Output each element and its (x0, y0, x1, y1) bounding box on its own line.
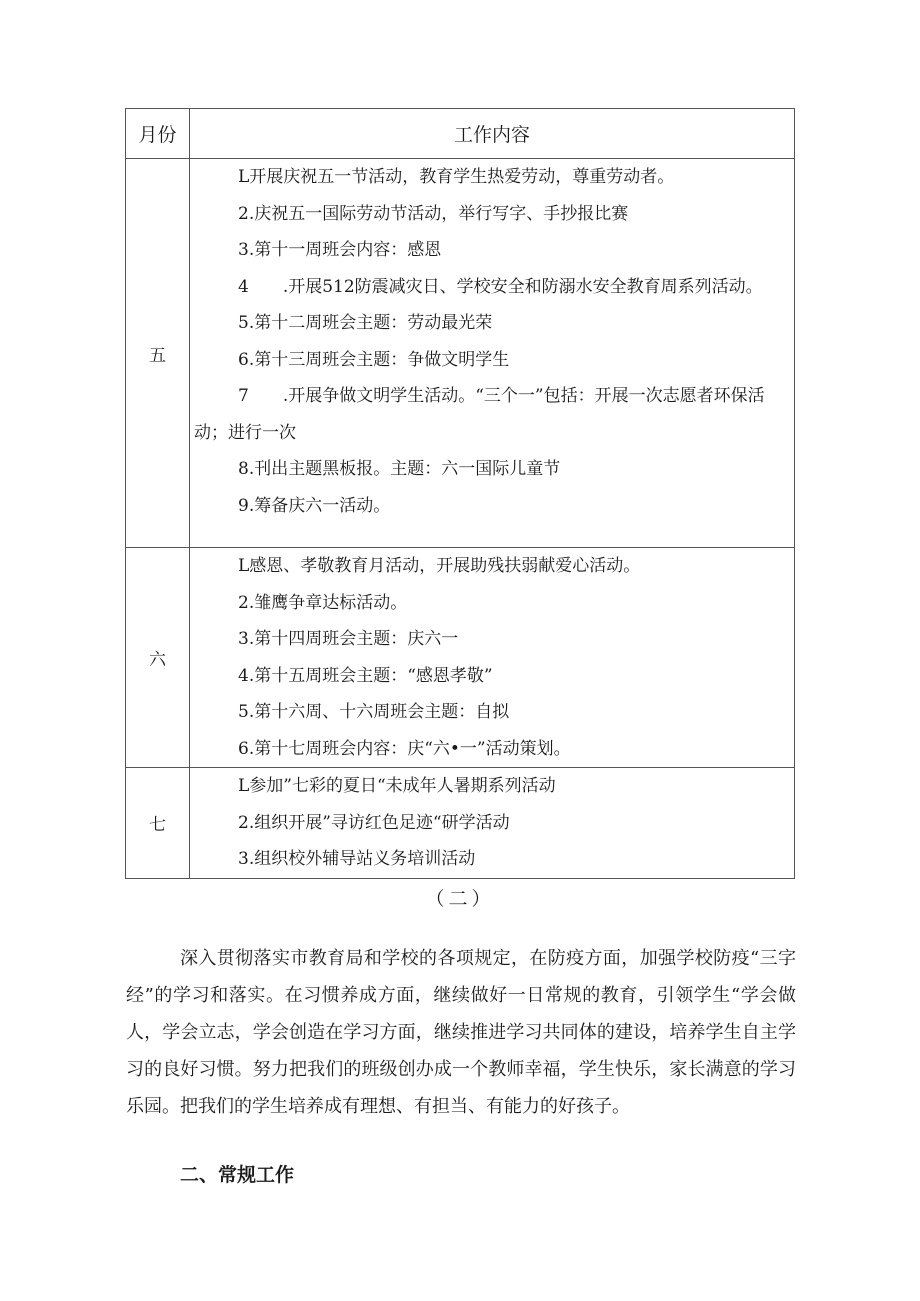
table-row (126, 768, 795, 879)
list-item: L参加”七彩的夏日“未成年人暑期系列活动 (238, 776, 556, 796)
section-label: （二） (425, 888, 495, 910)
section-heading: 二、常规工作 (180, 1164, 295, 1186)
list-item: 5.第十二周班会主题：劳动最光荣 (238, 313, 493, 333)
header-month: 月份 (126, 109, 190, 159)
list-item: 5.第十六周、十六周班会主题：自拟 (238, 702, 510, 722)
list-item: 2.组织开展”寻访红色足迹“研学活动 (238, 812, 510, 833)
list-item: 4.第十五周班会主题：“感恩孝敬” (238, 665, 493, 686)
body-paragraph: 深入贯彻落实市教育局和学校的各项规定，在防疫方面，加强学校防疫“三字经”的学习和落实。在习惯养成方面，继续做好一日常规的教育，引领学生“学会做人，学会立志，学会创造在学习方面，继续推进学习共同体的建设，培养学生自主学习的良好习惯。努力把我们的班级创办成一个教师幸福，学生快乐，家长满意的学习乐园。把我们的学生培养成有理想、有担当、有能力的好孩子。 (126, 948, 796, 1117)
table-row (126, 159, 795, 548)
list-item: 3.第十一周班会内容：感恩 (238, 240, 442, 260)
list-item: L感恩、孝敬教育月活动，开展助残扶弱献爱心活动。 (238, 556, 641, 576)
work-plan-table (125, 108, 795, 879)
list-item: 7 .开展争做文明学生活动。“三个一”包括：开展一次志愿者环保活动；进行一次 (194, 386, 765, 443)
list-item: 9.筹备庆六一活动。 (238, 495, 391, 516)
list-item: 4 .开展512防震减灾日、学校安全和防溺水安全教育周系列活动。 (238, 276, 763, 297)
list-item: 2.庆祝五一国际劳动节活动，举行写字、手抄报比赛 (238, 203, 629, 224)
table-row (126, 548, 795, 768)
list-item: 2.雏鹰争章达标活动。 (238, 592, 408, 613)
month-cell: 六 (126, 548, 190, 768)
table-header-row (126, 109, 795, 159)
list-item: 3.第十四周班会主题：庆六一 (238, 629, 459, 649)
list-item: 3.组织校外辅导站义务培训活动 (238, 849, 476, 869)
content-cell (190, 768, 795, 879)
list-item: 8.刊出主题黑板报。主题：六一国际儿童节 (238, 459, 561, 479)
month-cell: 五 (126, 159, 190, 548)
content-cell (190, 548, 795, 768)
list-item: 6.第十三周班会主题：争做文明学生 (238, 349, 510, 370)
list-item: 6.第十七周班会内容：庆“六•一”活动策划。 (238, 738, 571, 759)
month-cell: 七 (126, 768, 190, 879)
content-cell (190, 159, 795, 548)
header-content: 工作内容 (190, 109, 795, 159)
list-item: L开展庆祝五一节活动，教育学生热爱劳动，尊重劳动者。 (238, 167, 675, 187)
